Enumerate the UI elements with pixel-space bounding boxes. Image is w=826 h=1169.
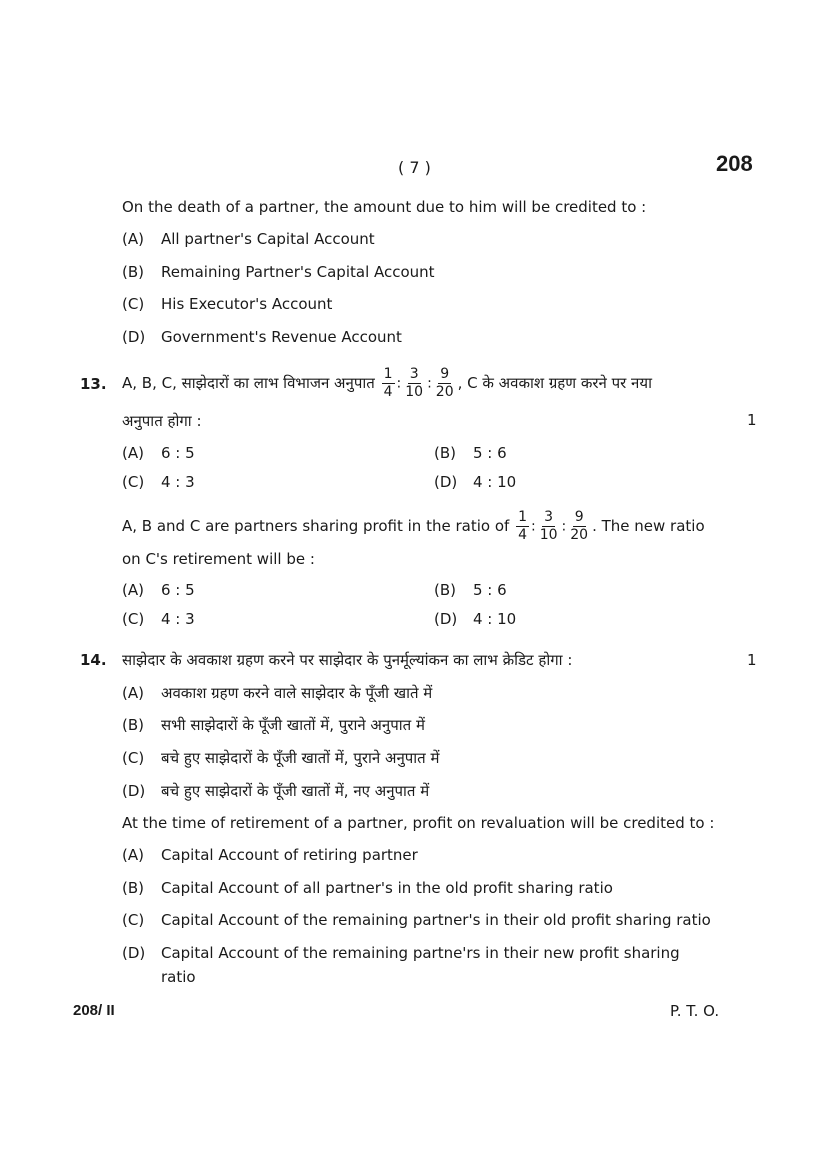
q14-hi-option-d: (D) बचे हुए साझेदारों के पूँजी खातों में, नए अनुपात में <box>122 782 430 800</box>
q13-hi-option-c: (C) 4 : 3 <box>122 473 195 491</box>
question-14-marks: 1 <box>747 651 757 669</box>
q14-hi-option-a: (A) अवकाश ग्रहण करने वाले साझेदार के पूँजी खाते में <box>122 684 433 702</box>
fraction-1: $\frac{1}{4}$ <box>383 366 393 400</box>
q14-hi-option-c: (C) बचे हुए साझेदारों के पूँजी खातों में, पुराने अनुपात में <box>122 749 440 767</box>
question-13-number: 13. <box>80 375 107 393</box>
question-14-hindi-text: साझेदार के अवकाश ग्रहण करने पर साझेदार के पुनर्मूल्यांकन का लाभ क्रेडिट होगा : <box>122 651 573 669</box>
q14-hi-option-b: (B) सभी साझेदारों के पूँजी खातों में, पुराने अनुपात में <box>122 716 425 734</box>
question-13-hindi-line2: अनुपात होगा : <box>122 412 202 430</box>
q14-en-option-a: (A) Capital Account of retiring partner <box>122 846 418 864</box>
q13-en-option-a: (A) 6 : 5 <box>122 581 195 599</box>
q14-en-option-c: (C) Capital Account of the remaining partner's in their old profit sharing ratio <box>122 911 711 929</box>
question-13-marks: 1 <box>747 411 757 429</box>
footer-paper-code: 208/ II <box>73 1002 115 1019</box>
q13-hi-option-a: (A) 6 : 5 <box>122 444 195 462</box>
footer-pto: P. T. O. <box>670 1002 720 1020</box>
fraction-2: $\frac{3}{10}$ <box>405 366 424 400</box>
q13-en-option-c: (C) 4 : 3 <box>122 610 195 628</box>
q12-option-c: (C) His Executor's Account <box>122 295 333 313</box>
q13-hi-option-b: (B) 5 : 6 <box>434 444 507 462</box>
question-14-english-text: At the time of retirement of a partner, profit on revaluation will be credited to : <box>122 814 715 832</box>
q14-en-option-d-continuation: ratio <box>161 968 196 986</box>
question-14-number: 14. <box>80 651 107 669</box>
fraction-3: $\frac{9}{20}$ <box>435 366 454 400</box>
q14-en-option-d: (D) Capital Account of the remaining partne'rs in their new profit sharing <box>122 944 680 962</box>
question-12-text: On the death of a partner, the amount due to him will be credited to : <box>122 198 647 216</box>
q13-hi-option-d: (D) 4 : 10 <box>434 473 517 491</box>
paper-code: 208 <box>716 151 753 176</box>
question-13-hindi-line1: A, B, C, साझेदारों का लाभ विभाजन अनुपात $\frac{1}{4}$ : $\frac{3}{10}$ : $\frac{9}{20}$ , C के अवकाश ग्रहण करने पर नया <box>122 366 652 400</box>
q12-option-b: (B) Remaining Partner's Capital Account <box>122 263 435 281</box>
q12-option-d: (D) Government's Revenue Account <box>122 328 402 346</box>
q13-en-option-b: (B) 5 : 6 <box>434 581 507 599</box>
page-number: ( 7 ) <box>398 158 431 177</box>
q13-en-option-d: (D) 4 : 10 <box>434 610 517 628</box>
q14-en-option-b: (B) Capital Account of all partner's in the old profit sharing ratio <box>122 879 613 897</box>
q12-option-a: (A) All partner's Capital Account <box>122 230 375 248</box>
question-13-english-line2: on C's retirement will be : <box>122 550 315 568</box>
question-13-english-line1: A, B and C are partners sharing profit in the ratio of $\frac{1}{4}$ : $\frac{3}{10}$ : $\frac{9}{20}$ . The new ratio <box>122 509 705 543</box>
